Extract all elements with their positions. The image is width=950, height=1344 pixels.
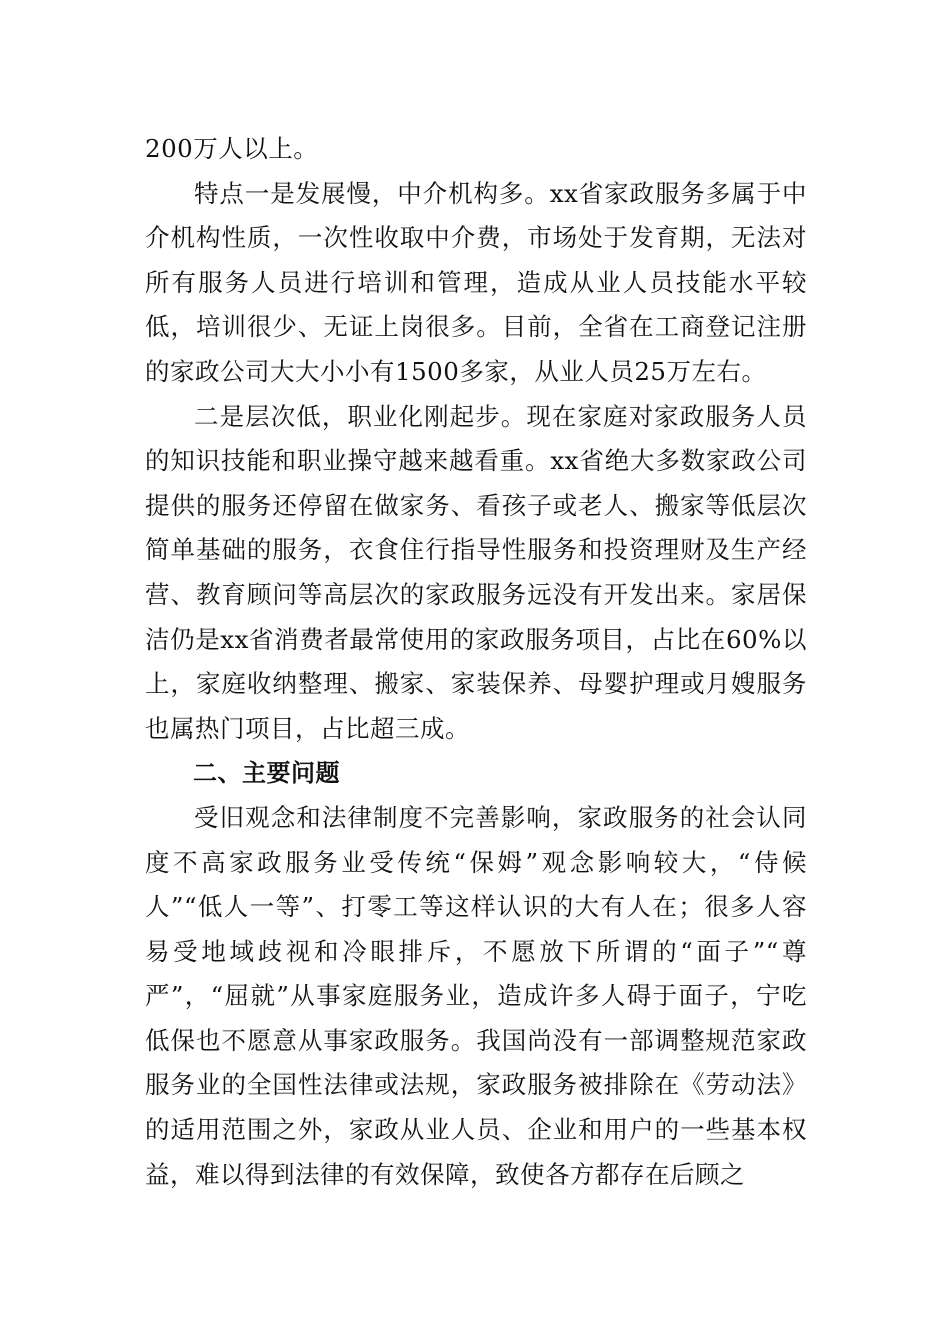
document-body: [145, 127, 807, 1197]
section-heading-main-problems: 二、主要问题: [193, 759, 340, 788]
paragraph-continuation: 200万人以上。: [145, 134, 319, 163]
paragraph-feature-two: 二是层次低，职业化刚起步。现在家庭对家政服务人员的知识技能和职业操守越来越看重。xx省绝大多数家政公司提供的服务还停留在做家务、看孩子或老人、搬家等低层次简单基础的服务，衣食住行指导性服务和投资理财及生产经营、教育顾问等高层次的家政服务远没有开发出来。家居保洁仍是xx省消费者最常使用的家政服务项目，占比在60%以上，家庭收纳整理、搬家、家装保养、母婴护理或月嫂服务也属热门项目，占比超三成。: [145, 401, 807, 743]
paragraph-feature-one: 特点一是发展慢，中介机构多。xx省家政服务多属于中介机构性质，一次性收取中介费，市场处于发育期，无法对所有服务人员进行培训和管理，造成从业人员技能水平较低，培训很少、无证上岗很多。目前，全省在工商登记注册的家政公司大大小小有1500多家，从业人员25万左右。: [145, 178, 807, 386]
paragraph-problems: 受旧观念和法律制度不完善影响，家政服务的社会认同度不高家政服务业受传统“保姆”观念影响较大，“侍候人”“低人一等”、打零工等这样认识的大有人在；很多人容易受地域歧视和冷眼排斥，不愿放下所谓的“面子”“尊严”，“屈就”从事家庭服务业，造成许多人碍于面子，宁吃低保也不愿意从事家政服务。我国尚没有一部调整规范家政服务业的全国性法律或法规，家政服务被排除在《劳动法》的适用范围之外，家政从业人员、企业和用户的一些基本权益，难以得到法律的有效保障，致使各方都存在后顾之: [145, 802, 807, 1189]
